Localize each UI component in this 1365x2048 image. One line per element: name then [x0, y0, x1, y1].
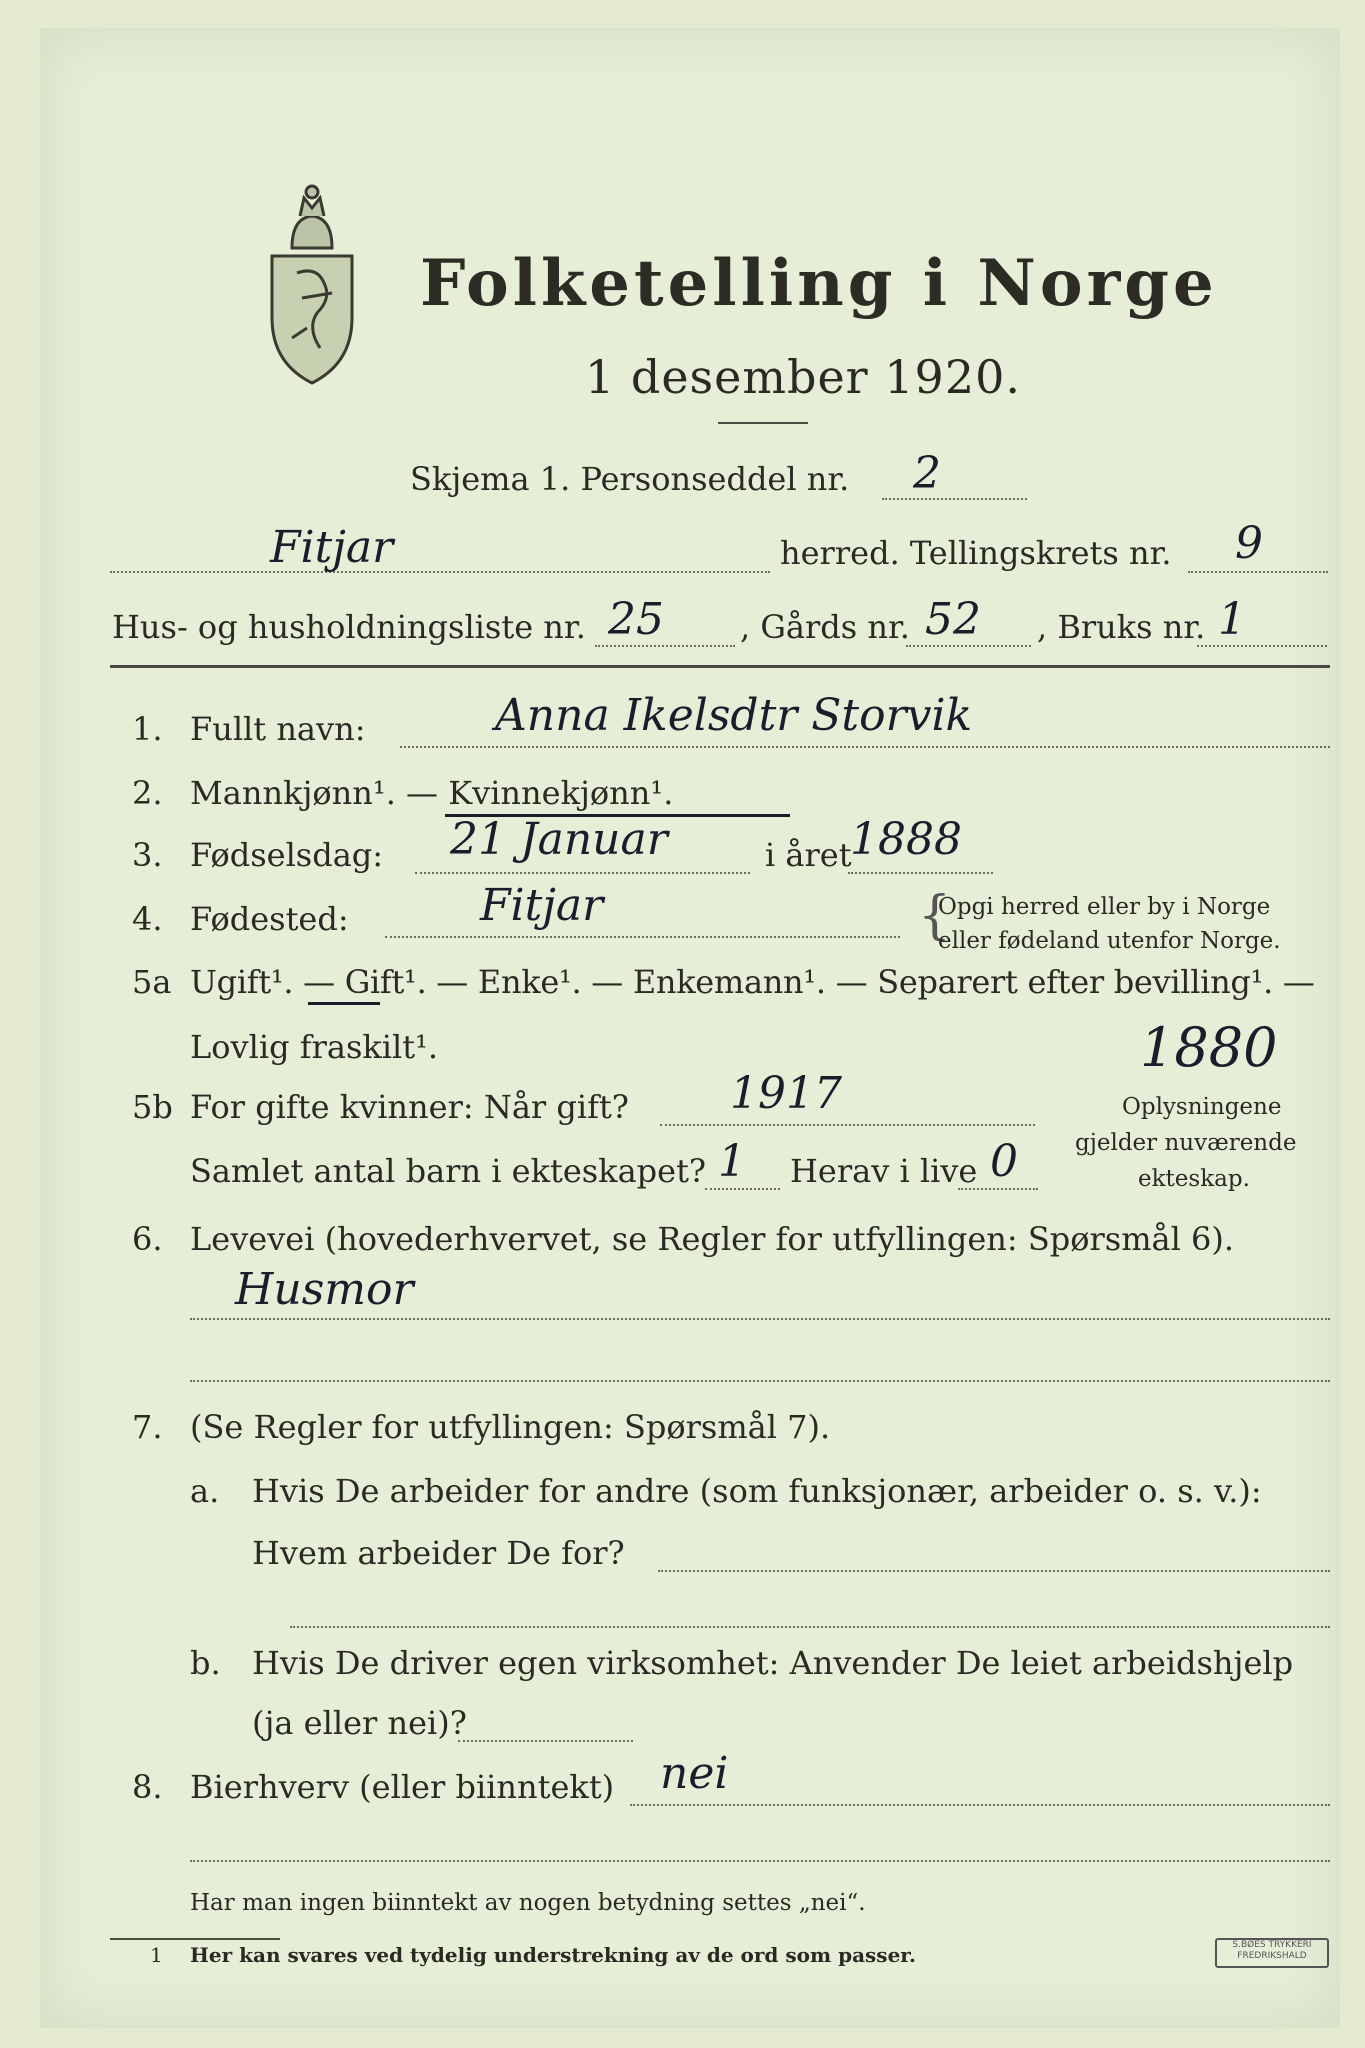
printer-stamp: S.BØES TRYKKERI FREDRIKSHALD	[1215, 1938, 1329, 1968]
q8-line2	[190, 1860, 1330, 1862]
q4-label: Fødested:	[190, 900, 349, 938]
q7a-line2: Hvem arbeider De for?	[252, 1534, 625, 1572]
footnote-number: 1	[150, 1943, 163, 1967]
q7a-answer-line2	[290, 1626, 1330, 1628]
q5b-value3: 0	[990, 1136, 1018, 1187]
q3-year-label: i året	[765, 836, 852, 874]
q7-number: 7.	[132, 1408, 163, 1446]
gards-label: , Gårds nr.	[740, 608, 910, 646]
schema-label: Skjema 1. Personseddel nr.	[410, 460, 850, 498]
census-form	[40, 28, 1340, 2028]
bruks-line	[1197, 645, 1327, 647]
q6-number: 6.	[132, 1220, 163, 1258]
q5b-label2: Samlet antal barn i ekteskapet?	[190, 1152, 707, 1190]
q4-note-line2: eller fødeland utenfor Norge.	[938, 928, 1281, 954]
schema-number-line	[882, 498, 1027, 500]
footnote-text: Her kan svares ved tydelig understrekning av de ord som passer.	[190, 1943, 916, 1967]
q4-brace: {	[918, 886, 952, 946]
q4-value: Fitjar	[480, 880, 604, 931]
q4-number: 4.	[132, 900, 163, 938]
liste-line	[595, 645, 735, 647]
q5a-line2: Lovlig fraskilt¹.	[190, 1028, 439, 1066]
q3-label: Fødselsdag:	[190, 836, 384, 874]
q3-year-value: 1888	[850, 814, 962, 865]
q1-label: Fullt navn:	[190, 710, 366, 748]
q5b-label3: Herav i live	[790, 1152, 978, 1190]
q1-line	[400, 746, 1330, 748]
q5b-line1	[660, 1124, 1035, 1126]
q5a-number: 5a	[132, 963, 172, 1001]
q7a-line1: Hvis De arbeider for andre (som funksjonær, arbeider o. s. v.):	[252, 1472, 1262, 1510]
q4-line	[385, 936, 900, 938]
q7b-line1: Hvis De driver egen virksomhet: Anvender De leiet arbeidshjelp	[252, 1644, 1294, 1682]
herred-label: herred. Tellingskrets nr.	[780, 534, 1172, 572]
q1-value: Anna Ikelsdtr Storvik	[495, 690, 973, 741]
q5b-note-line1: Oplysningene	[1122, 1094, 1282, 1120]
q6-label: Levevei (hovederhvervet, se Regler for utfyllingen: Spørsmål 6).	[190, 1220, 1235, 1258]
q7b-answer-line	[458, 1740, 633, 1742]
krets-line	[1188, 571, 1328, 573]
q3-day-line	[415, 872, 750, 874]
gards-value: 52	[925, 594, 981, 645]
footnote-divider	[110, 1938, 280, 1940]
title-divider	[718, 422, 808, 424]
q8-label: Bierhverv (eller biinntekt)	[190, 1768, 615, 1806]
q5b-number: 5b	[132, 1088, 173, 1126]
census-date: 1 desember 1920.	[585, 350, 1021, 404]
krets-value: 9	[1235, 518, 1263, 569]
q8-value: nei	[660, 1748, 729, 1799]
q5b-value2: 1	[718, 1136, 746, 1187]
q7a-answer-line1	[658, 1570, 1330, 1572]
gards-line	[906, 645, 1031, 647]
q6-line1	[190, 1318, 1330, 1320]
q3-day-value: 21 Januar	[450, 814, 668, 865]
herred-line	[110, 571, 770, 573]
footer-note: Har man ingen biinntekt av nogen betydning settes „nei“.	[190, 1890, 866, 1916]
q5b-note-line3: ekteskap.	[1138, 1166, 1250, 1192]
q4-note-line1: Opgi herred eller by i Norge	[938, 894, 1271, 920]
q7a-number: a.	[190, 1472, 220, 1510]
q2-number: 2.	[132, 774, 163, 812]
bruks-value: 1	[1218, 594, 1246, 645]
q7-label: (Se Regler for utfyllingen: Spørsmål 7).	[190, 1408, 831, 1446]
q5a-line1: Ugift¹. — Gift¹. — Enke¹. — Enkemann¹. — Separert efter bevilling¹. —	[190, 963, 1315, 1001]
q5b-label1: For gifte kvinner: Når gift?	[190, 1088, 629, 1126]
herred-value: Fitjar	[270, 522, 394, 573]
q5a-gift-underline	[308, 1002, 380, 1005]
liste-value: 25	[608, 594, 664, 645]
q3-number: 3.	[132, 836, 163, 874]
q8-number: 8.	[132, 1768, 163, 1806]
header-divider	[110, 665, 1330, 668]
q5a-margin-note: 1880	[1140, 1016, 1278, 1079]
q5b-line3	[958, 1188, 1038, 1190]
q7b-line2: (ja eller nei)?	[252, 1704, 467, 1742]
q8-line1	[630, 1804, 1330, 1806]
q2-label: Mannkjønn¹. — Kvinnekjønn¹.	[190, 774, 674, 812]
schema-number-value: 2	[913, 448, 941, 499]
household-label: Hus- og husholdningsliste nr.	[112, 608, 586, 646]
q6-line2	[190, 1380, 1330, 1382]
coat-of-arms-icon	[262, 178, 362, 388]
q5b-value1: 1917	[730, 1068, 842, 1119]
form-title: Folketelling i Norge	[420, 246, 1218, 321]
bruks-label: , Bruks nr.	[1037, 608, 1206, 646]
q7b-number: b.	[190, 1644, 221, 1682]
q5b-note-line2: gjelder nuværende	[1075, 1130, 1297, 1156]
q5b-line2	[705, 1188, 780, 1190]
q1-number: 1.	[132, 710, 163, 748]
q3-year-line	[848, 872, 993, 874]
q6-value: Husmor	[235, 1264, 414, 1315]
